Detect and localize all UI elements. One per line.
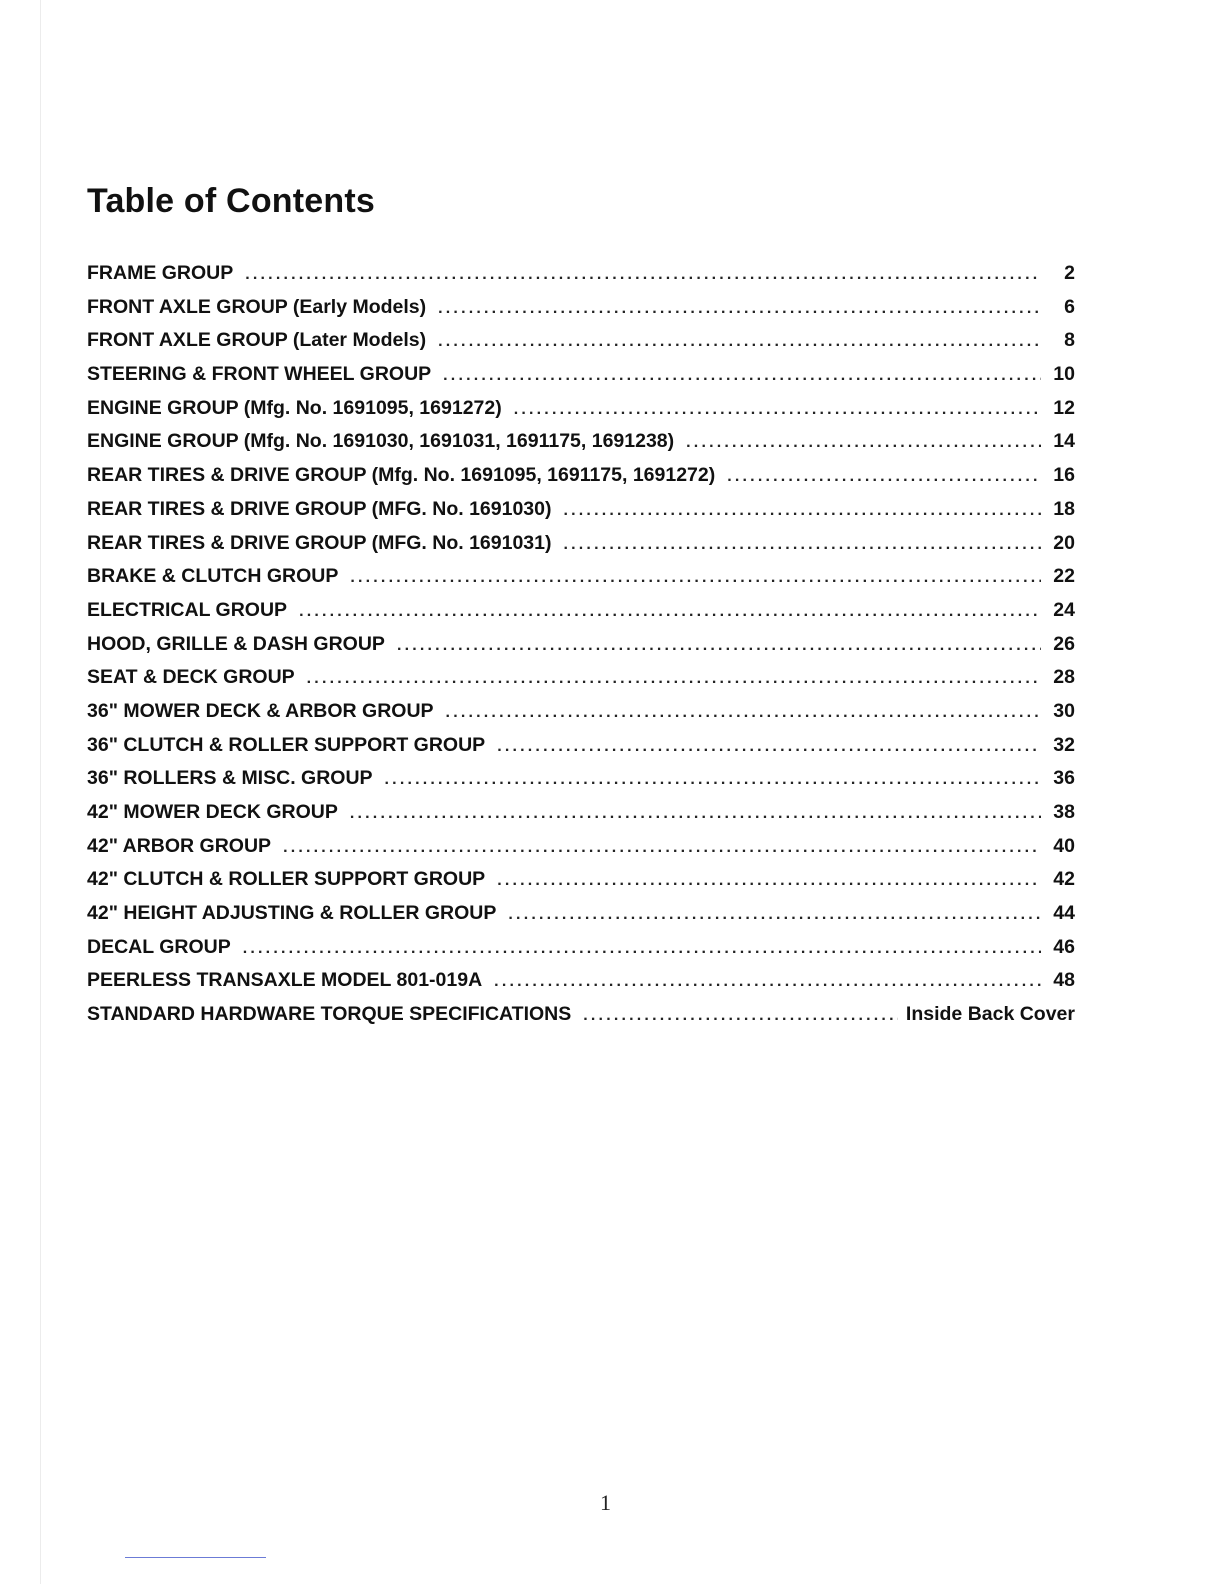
toc-dot-leader (686, 434, 1041, 452)
toc-dot-leader (307, 670, 1041, 688)
toc-entry-title: 42" HEIGHT ADJUSTING & ROLLER GROUP (87, 902, 497, 925)
toc-entry[interactable] (87, 329, 1075, 363)
toc-entry-page: 26 (1053, 632, 1075, 655)
toc-entry-page: 48 (1053, 969, 1075, 992)
toc-entry-page: 30 (1053, 699, 1075, 722)
toc-entry[interactable] (87, 835, 1075, 869)
toc-dot-leader (350, 569, 1041, 587)
toc-dot-leader (583, 1007, 898, 1025)
toc-entry-page: 46 (1053, 935, 1075, 958)
toc-entry-title: 42" MOWER DECK GROUP (87, 801, 338, 823)
toc-entry-title: ELECTRICAL GROUP (87, 598, 288, 621)
toc-entry-page: 38 (1053, 801, 1075, 823)
toc-dot-leader (508, 906, 1041, 924)
toc-entry[interactable] (87, 1003, 1075, 1037)
toc-entry-page: 8 (1064, 329, 1075, 352)
table-of-contents (87, 262, 1075, 1037)
toc-entry-page: Inside Back Cover (905, 1003, 1075, 1026)
toc-entry-page: 14 (1053, 430, 1075, 453)
toc-entry[interactable] (87, 969, 1075, 1003)
toc-entry-page: 10 (1053, 363, 1075, 386)
toc-dot-leader (397, 637, 1041, 655)
page-number: 1 (600, 1490, 611, 1515)
toc-entry-title: REAR TIRES & DRIVE GROUP (MFG. No. 1691031) (87, 531, 552, 554)
toc-entry[interactable] (87, 363, 1075, 397)
toc-entry-title: 36" ROLLERS & MISC. GROUP (87, 767, 373, 790)
toc-dot-leader (245, 266, 1041, 284)
toc-entry[interactable] (87, 599, 1075, 633)
toc-entry-page: 32 (1053, 733, 1075, 756)
toc-entry[interactable] (87, 936, 1075, 970)
toc-entry[interactable] (87, 902, 1075, 936)
toc-entry[interactable] (87, 565, 1075, 599)
toc-entry-title: 42" ARBOR GROUP (87, 834, 272, 857)
toc-entry-title: 36" CLUTCH & ROLLER SUPPORT GROUP (87, 733, 486, 756)
toc-entry[interactable] (87, 262, 1075, 296)
toc-entry-title: REAR TIRES & DRIVE GROUP (Mfg. No. 1691095, 1691175, 1691272) (87, 464, 716, 487)
toc-entry-title: BRAKE & CLUTCH GROUP (87, 565, 339, 588)
toc-entry-title: DECAL GROUP (87, 935, 231, 958)
toc-dot-leader (283, 839, 1041, 857)
toc-entry-page: 42 (1053, 868, 1075, 891)
toc-entry-title: STANDARD HARDWARE TORQUE SPECIFICATIONS (87, 1003, 572, 1026)
toc-entry-title: REAR TIRES & DRIVE GROUP (MFG. No. 1691030) (87, 497, 552, 520)
toc-dot-leader (438, 300, 1041, 318)
toc-entry-title: FRONT AXLE GROUP (Later Models) (87, 329, 427, 352)
toc-dot-leader (443, 367, 1041, 385)
page-title: Table of Contents (87, 182, 375, 220)
toc-entry[interactable] (87, 700, 1075, 734)
scan-edge-line (40, 0, 41, 1584)
toc-entry-page: 2 (1064, 262, 1075, 284)
toc-entry[interactable] (87, 868, 1075, 902)
toc-dot-leader (385, 771, 1041, 789)
toc-entry-page: 36 (1053, 767, 1075, 790)
toc-dot-leader (350, 805, 1041, 823)
toc-dot-leader (514, 401, 1041, 419)
toc-entry-title: HOOD, GRILLE & DASH GROUP (87, 632, 385, 655)
toc-dot-leader (564, 536, 1042, 554)
toc-entry-title: FRONT AXLE GROUP (Early Models) (87, 295, 427, 318)
toc-dot-leader (497, 738, 1041, 756)
toc-entry-title: ENGINE GROUP (Mfg. No. 1691095, 1691272) (87, 396, 502, 419)
toc-entry-page: 44 (1053, 902, 1075, 925)
toc-entry[interactable] (87, 296, 1075, 330)
toc-dot-leader (299, 603, 1041, 621)
toc-entry[interactable] (87, 734, 1075, 768)
toc-dot-leader (727, 468, 1041, 486)
toc-entry-title: 42" CLUTCH & ROLLER SUPPORT GROUP (87, 868, 486, 891)
toc-entry-title: SEAT & DECK GROUP (87, 666, 295, 689)
toc-entry[interactable] (87, 498, 1075, 532)
toc-entry-page: 6 (1064, 295, 1075, 318)
toc-entry-title: FRAME GROUP (87, 262, 234, 284)
toc-entry[interactable] (87, 767, 1075, 801)
toc-entry[interactable] (87, 464, 1075, 498)
toc-entry[interactable] (87, 532, 1075, 566)
toc-dot-leader (446, 704, 1041, 722)
toc-entry-page: 22 (1053, 565, 1075, 588)
toc-entry-title: ENGINE GROUP (Mfg. No. 1691030, 1691031, 1691175, 1691238) (87, 430, 675, 453)
toc-dot-leader (438, 333, 1041, 351)
toc-entry-page: 24 (1053, 598, 1075, 621)
toc-entry-page: 40 (1053, 834, 1075, 857)
toc-entry[interactable] (87, 666, 1075, 700)
toc-entry[interactable] (87, 430, 1075, 464)
toc-entry-page: 16 (1053, 464, 1075, 487)
footer-rule (125, 1557, 266, 1558)
toc-entry-title: STEERING & FRONT WHEEL GROUP (87, 363, 432, 386)
toc-dot-leader (494, 973, 1041, 991)
toc-entry-page: 18 (1053, 497, 1075, 520)
toc-entry-title: 36" MOWER DECK & ARBOR GROUP (87, 699, 434, 722)
toc-dot-leader (564, 502, 1042, 520)
toc-dot-leader (243, 940, 1041, 958)
toc-entry-page: 12 (1053, 396, 1075, 419)
toc-entry[interactable] (87, 397, 1075, 431)
toc-entry-page: 20 (1053, 531, 1075, 554)
toc-entry-title: PEERLESS TRANSAXLE MODEL 801-019A (87, 969, 483, 992)
toc-entry-page: 28 (1053, 666, 1075, 689)
toc-entry[interactable] (87, 801, 1075, 835)
toc-entry[interactable] (87, 633, 1075, 667)
toc-dot-leader (497, 872, 1041, 890)
